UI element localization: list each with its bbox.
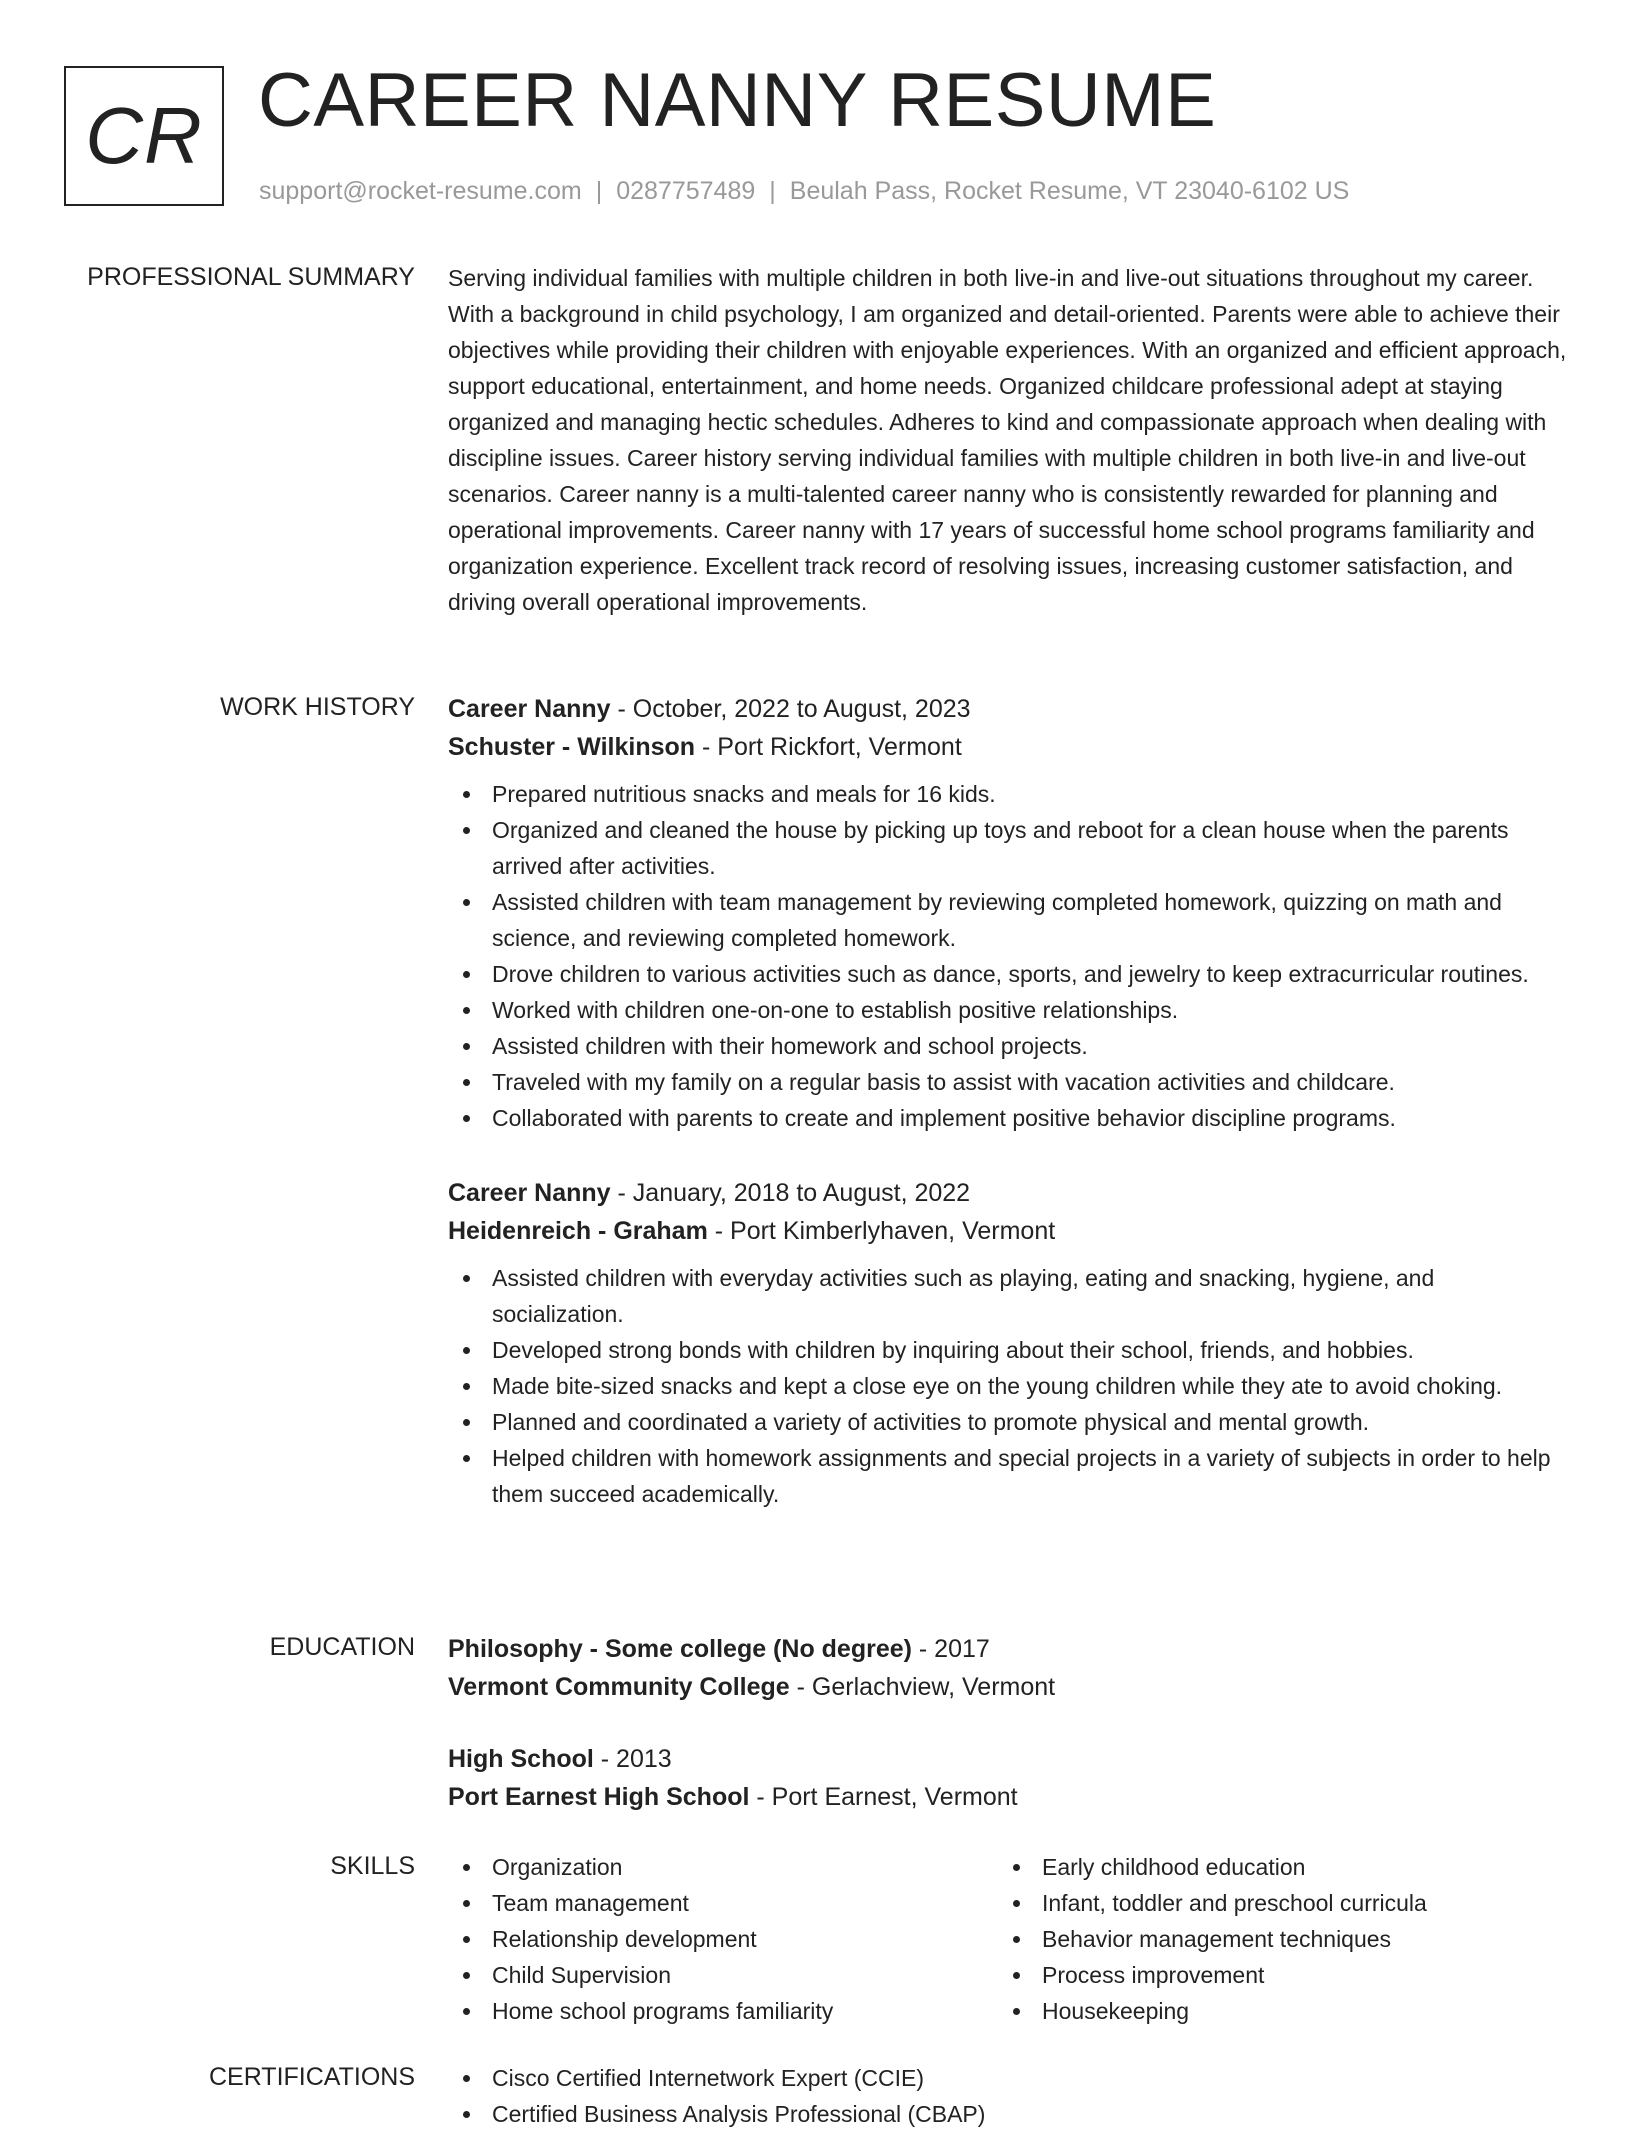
list-item: Team management [492,1885,998,1921]
degree-name: High School [448,1745,594,1773]
job-bullets [448,776,1568,1136]
contact-line [259,174,1349,208]
list-item: Developed strong bonds with children by inquiring about their school, friends, and hobbies. [492,1332,1568,1368]
contact-phone: 0287757489 [616,177,756,205]
summary-text: Serving individual families with multiple children in both live-in and live-out situations throughout my career. With a background in child psychology, I am organized and detail-oriented. Parents were able to achieve their objectives while providing their children with enjoyable experiences. With an organized and efficient approach, support educational, entertainment, and home needs. Organized childcare professional adept at staying organized and managing hectic schedules. Adheres to kind and compassionate approach when dealing with discipline issues. Career history serving individual families with multiple children in both live-in and live-out scenarios. Career nanny is a multi-talented career nanny who is consistently rewarded for planning and operational improvements. Career nanny with 17 years of successful home school programs familiarity and organization experience. Excellent track record of resolving issues, increasing customer satisfaction, and driving overall operational improvements. [448,265,1567,615]
list-item: Housekeeping [1042,1993,1548,2029]
list-item: Relationship development [492,1921,998,1957]
list-item: Assisted children with team management by reviewing completed homework, quizzing on math and science, and reviewing completed homework. [492,884,1568,956]
list-item: Cisco Certified Internetwork Expert (CCIE) [492,2060,1568,2096]
list-item: Assisted children with everyday activities such as playing, eating and snacking, hygiene, and socialization. [492,1260,1568,1332]
list-item: Worked with children one-on-one to establish positive relationships. [492,992,1568,1028]
list-item: Assisted children with their homework and school projects. [492,1028,1568,1064]
employer-location: - Port Kimberlyhaven, Vermont [707,1217,1056,1245]
job-entry [448,1174,1568,1512]
school-name: Vermont Community College [448,1673,790,1701]
contact-address: Beulah Pass, Rocket Resume, VT 23040-6102 US [789,177,1350,205]
employer-line [448,728,1568,766]
section-heading: PROFESSIONAL SUMMARY [87,263,415,291]
job-title-line [448,690,1568,728]
contact-separator: | [769,177,776,205]
job-title: Career Nanny [448,695,611,723]
section-heading: SKILLS [330,1852,415,1880]
job-entry [448,690,1568,1136]
section-heading: CERTIFICATIONS [208,2063,415,2091]
degree-name: Philosophy - Some college (No degree) [448,1635,912,1663]
list-item: Made bite-sized snacks and kept a close eye on the young children while they ate to avoid choking. [492,1368,1568,1404]
list-item: Behavior management techniques [1042,1921,1548,1957]
list-item: Organization [492,1849,998,1885]
list-item: Organized and cleaned the house by picking up toys and reboot for a clean house when the parents arrived after activities. [492,812,1568,884]
school-line [448,1778,1568,1816]
list-item: Collaborated with parents to create and implement positive behavior discipline programs. [492,1100,1568,1136]
degree-line [448,1740,1568,1778]
monogram-text: CR [85,91,203,180]
job-title: Career Nanny [448,1179,611,1207]
skills-list-right [998,1849,1548,2029]
skills-columns [448,1849,1568,2029]
education-entry [448,1630,1568,1706]
list-item: Planned and coordinated a variety of activities to promote physical and mental growth. [492,1404,1568,1440]
list-item: Helped children with homework assignments and special projects in a variety of subjects in order to help them succeed academically. [492,1440,1568,1512]
contact-email: support@rocket-resume.com [259,177,582,205]
skills-list-left [448,1849,998,2029]
degree-year: - 2017 [911,1635,990,1663]
degree-year: - 2013 [593,1745,672,1773]
monogram-logo [64,66,224,206]
school-line [448,1668,1568,1706]
job-dates: - January, 2018 to August, 2022 [610,1179,971,1207]
list-item: Process improvement [1042,1957,1548,1993]
school-name: Port Earnest High School [448,1783,750,1811]
resume-title: CAREER NANNY RESUME [258,58,1217,143]
employer-name: Heidenreich - Graham [448,1217,708,1245]
employer-name: Schuster - Wilkinson [448,733,696,761]
list-item: Child Supervision [492,1957,998,1993]
job-bullets [448,1260,1568,1512]
education-entry [448,1740,1568,1816]
employer-location: - Port Rickfort, Vermont [695,733,962,761]
section-heading: EDUCATION [269,1633,415,1661]
list-item: Certified Business Analysis Professional (CBAP) [492,2096,1568,2132]
list-item: Early childhood education [1042,1849,1548,1885]
list-item: Traveled with my family on a regular basis to assist with vacation activities and childcare. [492,1064,1568,1100]
contact-separator: | [595,177,603,205]
job-title-line [448,1174,1568,1212]
list-item: Drove children to various activities such as dance, sports, and jewelry to keep extracurricular routines. [492,956,1568,992]
certifications-list [448,2060,1568,2132]
school-location: - Port Earnest, Vermont [749,1783,1018,1811]
employer-line [448,1212,1568,1250]
school-location: - Gerlachview, Vermont [789,1673,1056,1701]
list-item: Prepared nutritious snacks and meals for 16 kids. [492,776,1568,812]
section-heading: WORK HISTORY [220,693,415,721]
degree-line [448,1630,1568,1668]
job-dates: - October, 2022 to August, 2023 [610,695,971,723]
list-item: Home school programs familiarity [492,1993,998,2029]
list-item: Infant, toddler and preschool curricula [1042,1885,1548,1921]
